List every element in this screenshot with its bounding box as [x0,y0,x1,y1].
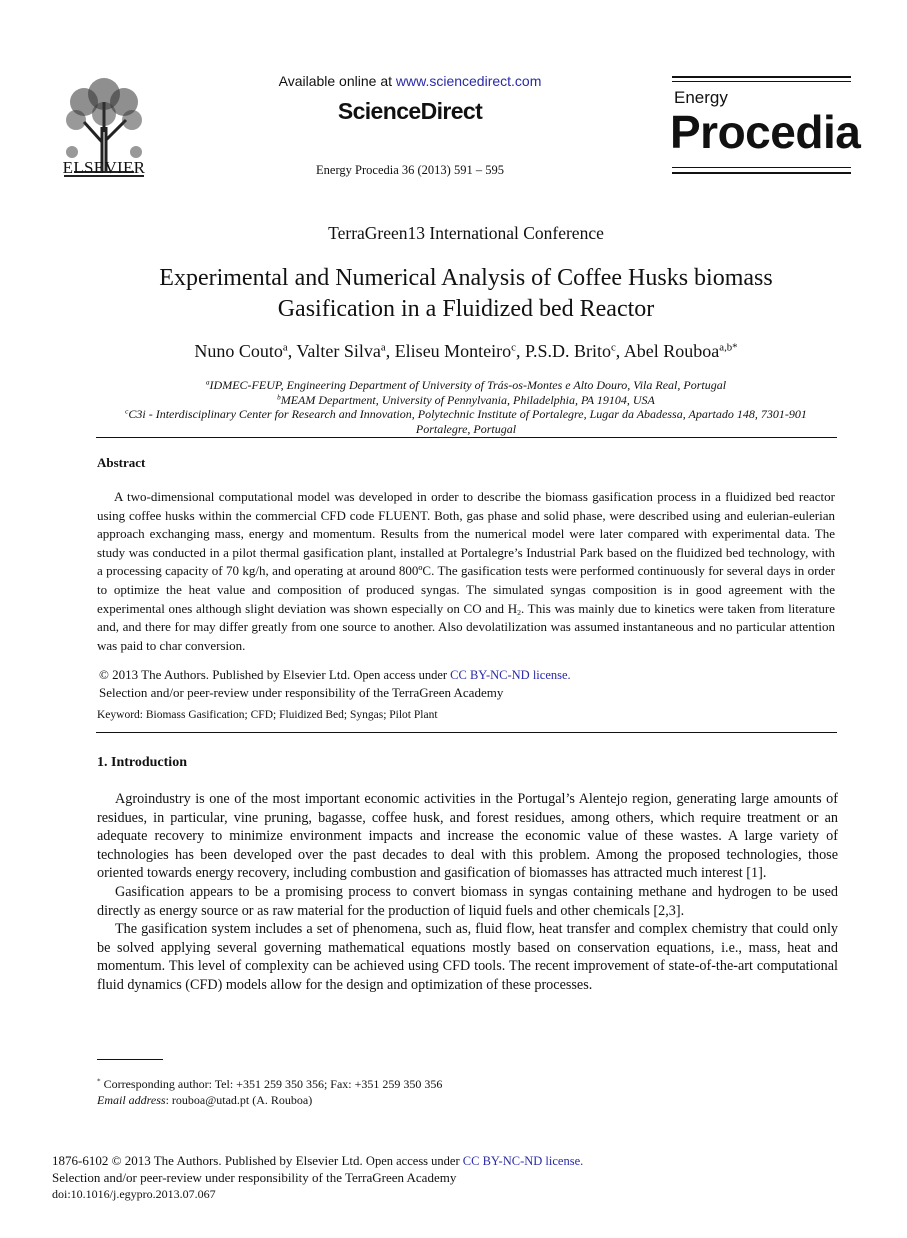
sciencedirect-link[interactable]: www.sciencedirect.com [395,73,542,89]
intro-body [97,790,838,995]
footer-license-link[interactable]: CC BY-NC-ND license. [462,1154,584,1168]
paragraph: Agroindustry is one of the most important economic activities in the Portugal’s Alentejo region, generating large amounts of residues, in particular, vine pruning, bagasse, coffee husk, and forest residues, among others, which require treatment or an adequate recovery to minimize environment impacts and increase the economic value of these wastes. A large variety of technologies has been developed over the past decades to deal with this problem. Among the proposed technologies, those oriented towards energy recovery, including combustion and gasification of biomasses has attracted much interest [1]. [97,791,838,882]
author: Eliseu Monteiro [394,341,512,361]
divider [96,732,837,733]
author: Nuno Couto [194,341,283,361]
journal-citation: Energy Procedia 36 (2013) 591 – 595 [316,163,504,177]
footnote: * Corresponding author: Tel: +351 259 350 356; Fax: +351 259 350 356 Email address: rouboa@utad.pt (A. Rouboa) [97,1077,443,1107]
paragraph: The gasification system includes a set of phenomena, such as, fluid flow, heat transfer and complex chemistry that could only be solved applying several governing mathematical equations mostly based on conservation equations, i.e., mass, heat and momentum. This level of complexity can be achieved using CFD tools. The recent improvement of state-of-the-art computational fluid dynamics (CFD) models allow for the design and optimization of these processes. [97,921,838,993]
journal-rule [672,167,851,168]
author-list: Nuno Couto$^a$, Valter Silva$^a$, Eliseu Monteiro$^c$, P.S.D. Brito$^c$, Abel Rouboa$^{a,b*}$ [194,341,738,361]
abstract-heading: Abstract [97,455,146,470]
divider [96,437,837,438]
affiliations [96,378,836,436]
platform-title: ScienceDirect [337,98,483,124]
paragraph: Gasification appears to be a promising process to convert biomass in syngas containing methane and hydrogen to be used directly as energy source or as raw material for the production of liquid fuels and other chemicals [2,3]. [97,883,838,919]
affiliation-c-cont: Portalegre, Portugal [415,421,517,436]
author: Abel Rouboa [623,341,720,361]
conference-name: TerraGreen13 International Conference [328,223,604,243]
journal-name-big: Procedia [670,106,861,158]
abstract-text: A two-dimensional computational model was developed in order to describe the biomass gasification process in a fluidized bed reactor using coffee husks within the commercial CFD code FLUENT. Both, gas phase and solid phase, were described using and eulerian-eulerian approach exchanging mass, energy and momentum. Results from the numerical model were later compared with experimental data. The study was conducted in a pilot thermal gasification plant, installed at Portalegre’s Industrial Park based on the fluidized bed technology, with a processing capacity of 70 kg/h, and operating at around 800ºC. The gasification tests were performed continuously for several days in order to optimize the heat value and composition of produced syngas. The simulated syngas composition is in good agreement with the experimental ones although slight deviation was shown especially on CO and $H_2$. This was mainly due to kinetics were taken from literature and, and there for may differ greatly from one source to another. Also devolatilization was assumed instantaneous and no particular attention was paid to char conversion. [97,489,835,653]
license-link[interactable]: CC BY-NC-ND license. [450,668,571,682]
footnote-rule [97,1059,163,1060]
email: : rouboa@utad.pt (A. Rouboa) [165,1092,313,1107]
copyright-notice: © 2013 The Authors. Published by Elsevier Ltd. Open access under CC BY-NC-ND license. Selection and/or peer-review under responsibility of the TerraGreen Academy [99,667,571,700]
author: Valter Silva [296,341,381,361]
section-heading: 1. Introduction [97,755,187,770]
affiliation-a: $^a$IDMEC-FEUP, Engineering Department of University of Trás-os-Montes e Alto Douro, Vila Real, Portugal [205,378,727,392]
keywords: Keyword: Biomass Gasification; CFD; Fluidized Bed; Syngas; Pilot Plant [97,709,438,721]
affiliation-b: $^b$MEAM Department, University of Pennylvania, Philadelphia, PA 19104, USA [277,392,655,407]
author: P.S.D. Brito [524,341,611,361]
paper-title: Experimental and Numerical Analysis of Coffee Husks biomass Gasification in a Fluidized bed Reactor [159,265,773,322]
journal-rule [672,172,851,174]
doi[interactable]: doi:10.1016/j.egypro.2013.07.067 [52,1187,216,1201]
journal-rule [672,76,851,78]
journal-rule [672,81,851,82]
available-online: Available online at www.sciencedirect.com [278,73,542,89]
affiliation-c: $^c$C3i - Interdisciplinary Center for Research and Innovation, Polytechnic Institute of Portalegre, Lugar da Abadessa, Apartado 148, 7301-901 [125,407,807,422]
page-footer: 1876-6102 © 2013 The Authors. Published by Elsevier Ltd. Open access under CC BY-NC-ND license. Selection and/or peer-review under responsibility of the TerraGreen Academy doi:10.1016/j.egypro.2013.07.067 [52,1153,584,1201]
publisher-wordmark: ELSEVIER [62,158,146,177]
journal-name-small: Energy [674,88,728,107]
